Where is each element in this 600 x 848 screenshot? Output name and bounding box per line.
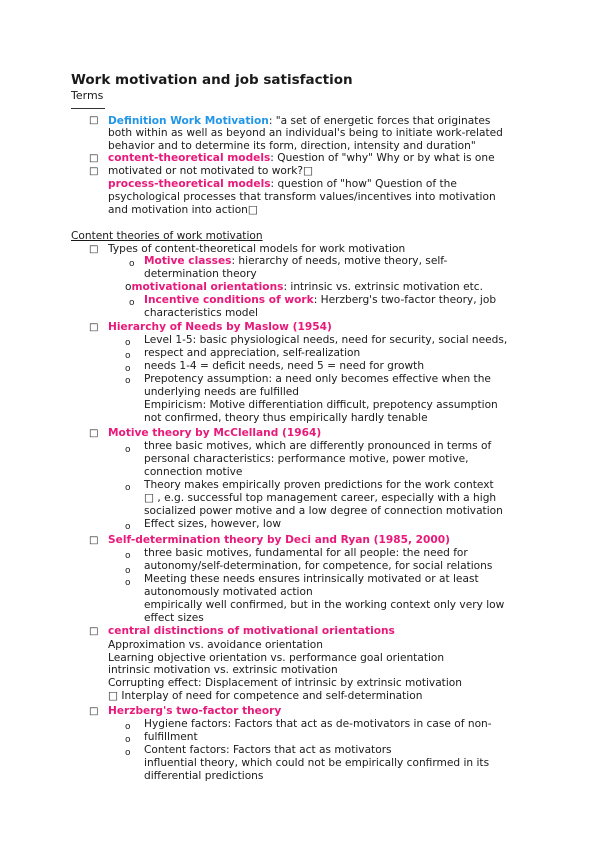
bullet-icon: □ [89,166,99,177]
document-page: Work motivation and job satisfaction Terms □ Definition Work Motivation: "a set of energetic forces that originates both within as well as beyond an individual's being to initiate work-related behavior and to determine its form, direction, intensity and duration" □ content-theoretical models: Question of "why" Why or by what is one □ motivated or not motivated to work?□ process-theoretical models: question of "how" Question of the psychological processes that transform values/incentives into motivation and motivation into action□ Content theories of work motivation □ Types of content-theoretical models for work motivation o Motive classes: hierarchy of needs, motive theory, self- determination theory omotivational orientations: intrinsic vs. extrinsic motivation etc. o Incentive conditions of work: Herzberg's two-factor theory, job characteristics model □ Hierarchy of Needs by Maslow (1954) o Level 1-5: basic physiological needs, need for security, social needs, respect and appreciation, self-realization o o needs 1-4 = deficit needs, need 5 = need for growth o Prepotency assumption: a need only becomes effective when the underlying needs are fulfilled Empiricism: Motive differentiation difficult, prepotency assumption not confirmed, theory thus empirically hardly tenable □ Motive theory by McClelland (1964) o three basic motives, which are differently pronounced in terms of personal characteristics: performance motive, power motive, connection motive o Theory makes empirically proven predictions for the work context □ , e.g. successful top management career, especially with a high socialized power motive and a low degree of connection motivation o Effect sizes, however, low □ Self-determination theory by Deci and Ryan (1985, 2000) o three basic motives, fundamental for all people: the need for o autonomy/self-determination, for competence, for social relations o Meeting these needs ensures intrinsically motivated or at least autonomously motivated action empirically well confirmed, but in the working context only very low effect sizes □ central distinctions of motivational orientations Approximation vs. avoidance orientation Learning objective orientation vs. performance goal orientation intrinsic motivation vs. extrinsic motivation Corrupting effect: Displacement of intrinsic by extrinsic motivation □ Interplay of need for competence and self-determination □ Herzberg's two-factor theory o Hygiene factors: Factors that act as de-motivators in case of non- o fulfillment o Content factors: Factors that act as motivators influential theory, which could not be empirically confirmed in its differential predictions [71,72,508,782]
circle-bullet-icon: o [129,259,135,269]
bullet-icon: □ [89,706,99,717]
bullet-icon: □ [89,626,99,637]
circle-bullet-icon: o [125,722,131,732]
definition-line: Definition Work Motivation: "a set of energetic forces that originates [108,115,491,127]
circle-bullet-icon: o [125,578,131,588]
circle-bullet-icon: o [125,566,131,576]
section-heading: Content theories of work motivation [71,230,263,242]
bullet-icon: □ [89,322,99,333]
circle-bullet-icon: o [125,351,131,361]
sdt-heading: Self-determination theory by Deci and Ryan (1985, 2000) [108,534,451,546]
bullet-icon: □ [89,244,99,255]
circle-bullet-icon: o [125,445,131,455]
content-theoretical-line: content-theoretical models: Question of "why" Why or by what is one [108,152,495,164]
circle-bullet-icon: o [125,338,131,348]
circle-bullet-icon: o [129,298,135,308]
circle-bullet-icon: o [125,748,131,758]
herzberg-heading: Herzberg's two-factor theory [108,705,282,717]
circle-bullet-icon: o [125,735,131,745]
circle-bullet-icon: o [125,483,131,493]
bullet-icon: □ [89,153,99,164]
document-title: Work motivation and job satisfaction [71,72,353,88]
terms-underline [71,108,105,109]
mcclelland-heading: Motive theory by McClelland (1964) [108,427,322,439]
orientations-heading: central distinctions of motivational orientations [108,625,395,637]
bullet-icon: □ [89,535,99,546]
circle-bullet-icon: o [125,376,131,386]
circle-bullet-icon: o [125,551,131,561]
bullet-icon: □ [89,428,99,439]
circle-bullet-icon: o [125,364,131,374]
circle-bullet-icon: o [125,522,131,532]
process-theoretical-line: process-theoretical models: question of "how" Question of the [108,178,457,190]
bullet-icon: □ [89,115,99,126]
terms-heading: Terms [71,89,104,102]
maslow-heading: Hierarchy of Needs by Maslow (1954) [108,321,332,333]
